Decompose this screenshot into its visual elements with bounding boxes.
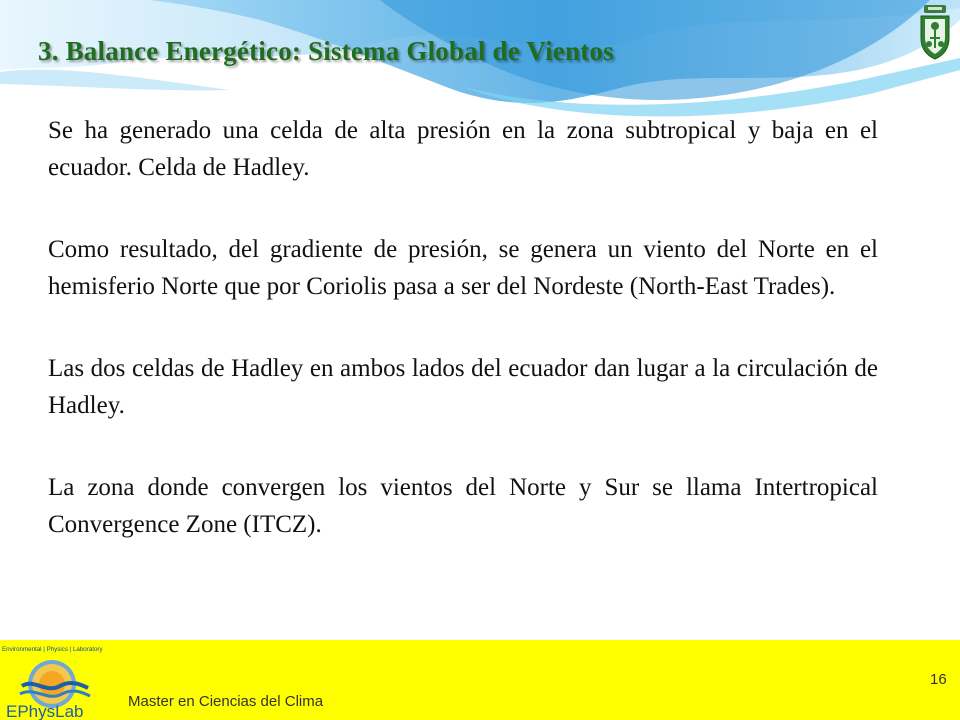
paragraph-hadley-circulation: Las dos celdas de Hadley en ambos lados del ecuador dan lugar a la circulación de Hadley. [48,355,878,419]
slide-body [48,112,878,543]
logo-name-text: EPhysLab [6,702,84,720]
paragraph-hadley-cell: Se ha generado una celda de alta presión en la zona subtropical y baja en el ecuador. Celda de Hadley. [48,117,878,181]
logo-top-text: Environmental | Physics | Laboratory [2,646,103,653]
footer-course-label: Master en Ciencias del Clima [128,693,324,710]
slide-title: 3. Balance Energético: Sistema Global de Vientos [38,36,614,66]
paragraph-itcz: La zona donde convergen los vientos del Norte y Sur se llama Intertropical Convergence Zone (ITCZ). [48,474,878,538]
page-number: 16 [930,671,947,688]
ephyslab-logo [0,640,125,720]
university-crest-icon [918,4,952,60]
paragraph-pressure-gradient: Como resultado, del gradiente de presión, se genera un viento del Norte en el hemisferio Norte que por Coriolis pasa a ser del Nordeste (North-East Trades). [48,236,878,300]
